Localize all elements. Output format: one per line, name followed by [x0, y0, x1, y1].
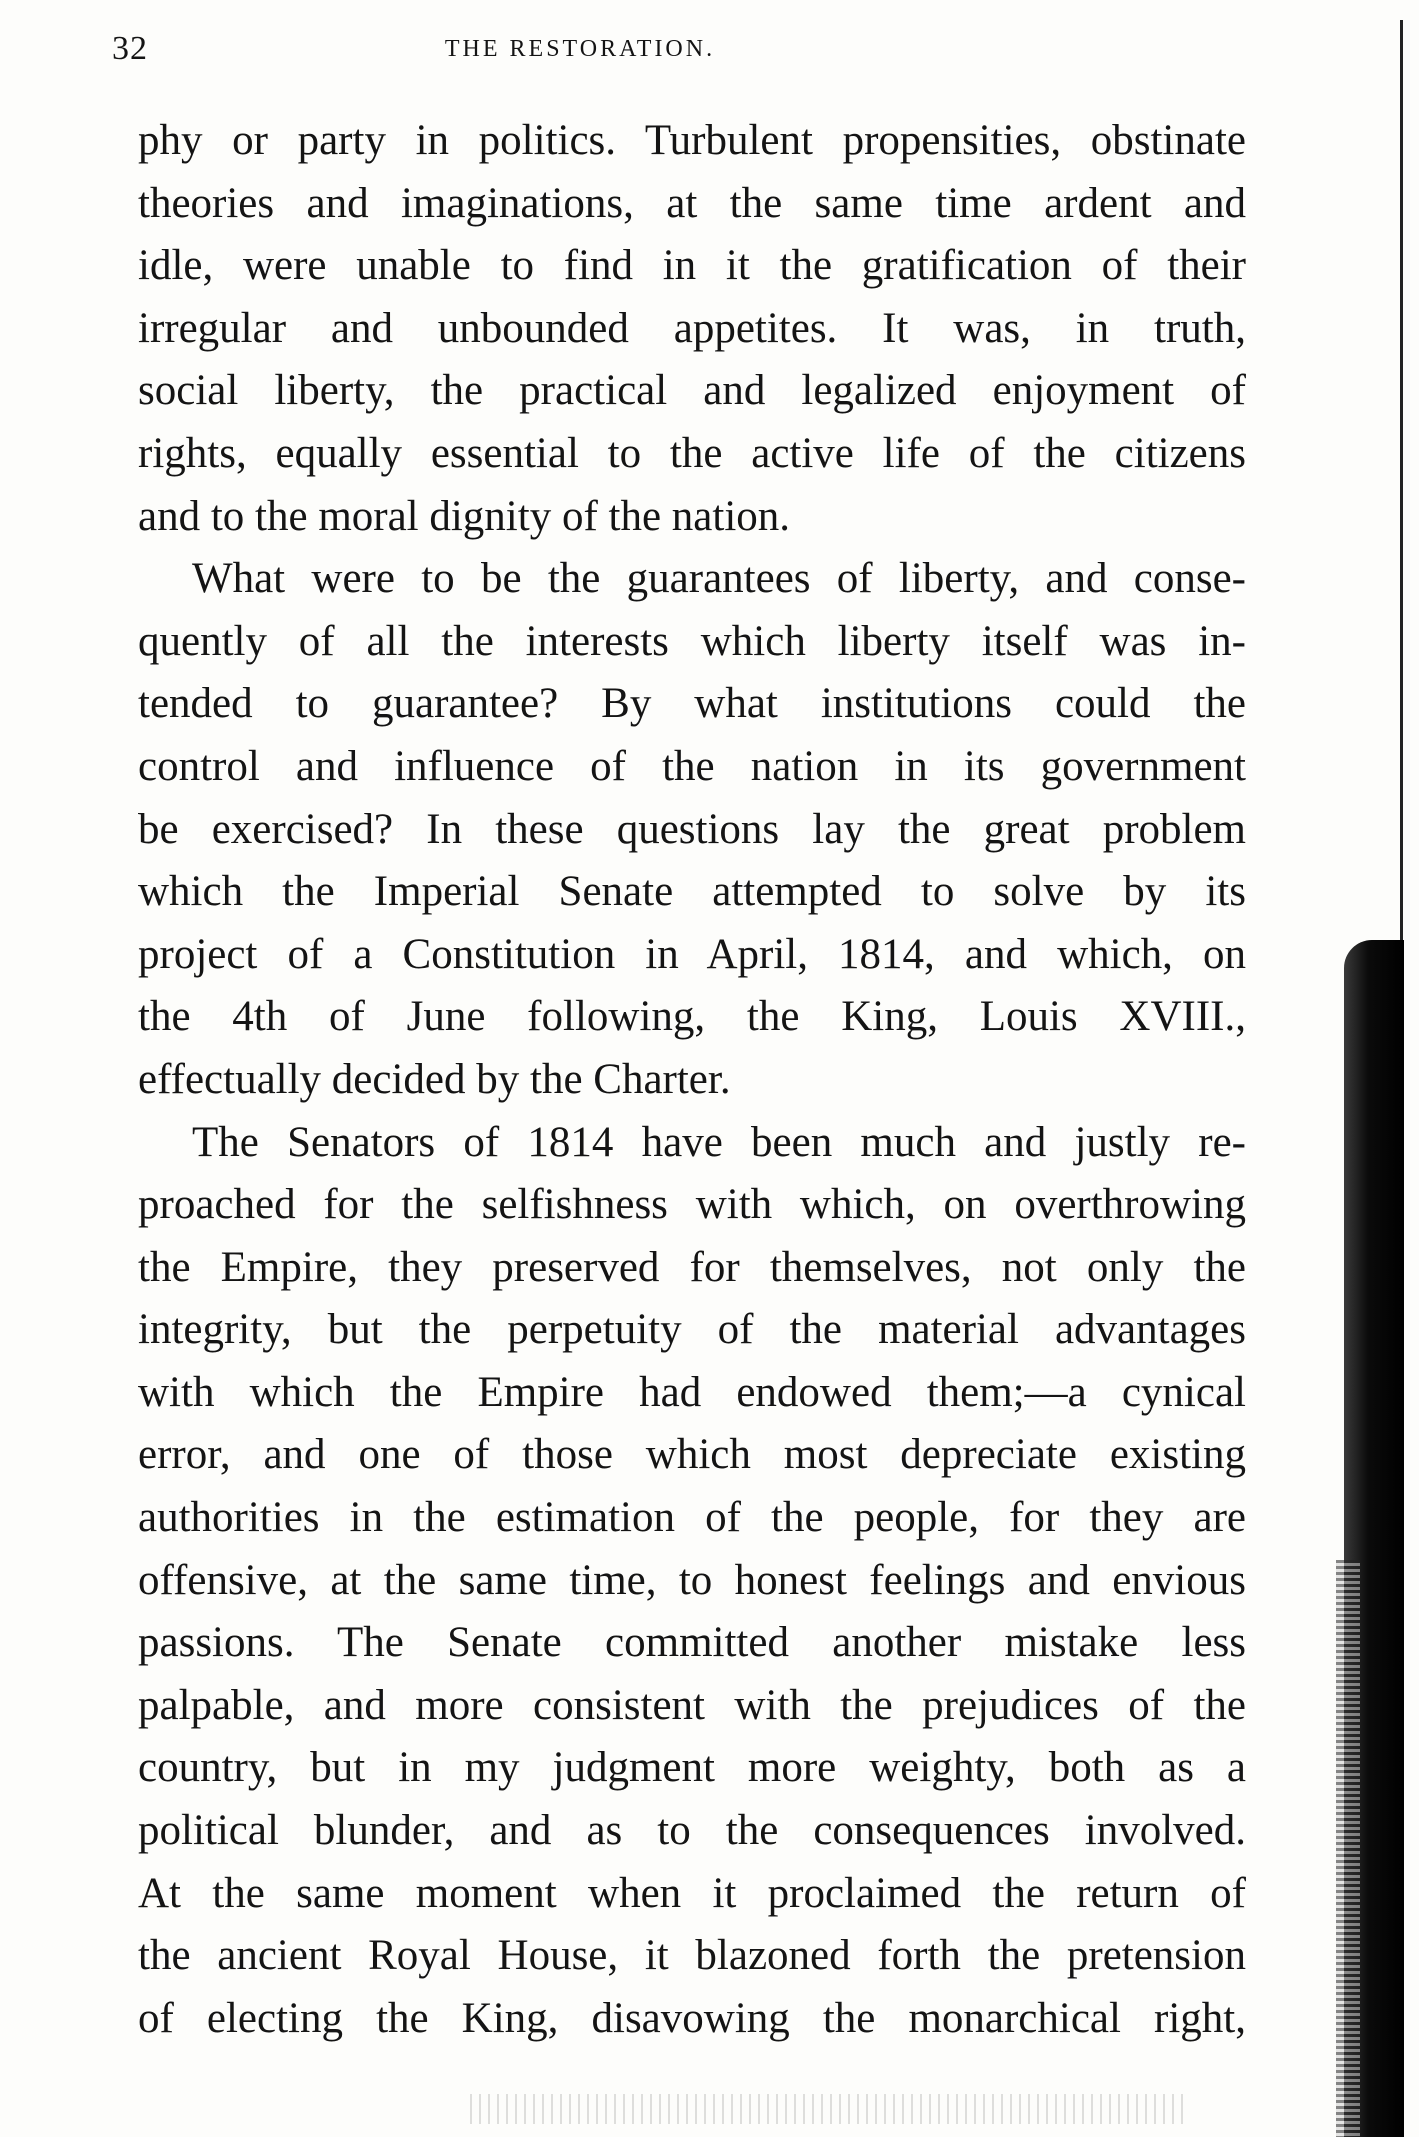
text-line: At the same moment when it proclaimed the return of [138, 1869, 1246, 1917]
text-line: country, but in my judgment more weighty, both as a [138, 1744, 1246, 1792]
text-line: be exercised? In these questions lay the great problem [138, 805, 1246, 853]
binding-texture [1336, 1560, 1360, 2137]
text-line: integrity, but the perpetuity of the material advantages [138, 1306, 1246, 1354]
text-line: theories and imaginations, at the same time ardent and [138, 179, 1246, 227]
binding-rule [1400, 20, 1403, 940]
text-line: and to the moral dignity of the nation. [138, 492, 791, 540]
text-line: the 4th of June following, the King, Louis XVIII., [138, 993, 1246, 1041]
text-line: control and influence of the nation in its government [138, 742, 1246, 790]
text-line: error, and one of those which most depreciate existing [138, 1431, 1246, 1479]
page-number: 32 [112, 30, 148, 67]
text-line: quently of all the interests which liberty itself was in- [138, 617, 1246, 665]
text-line: social liberty, the practical and legalized enjoyment of [138, 367, 1246, 415]
bleed-through-marks [470, 2094, 1190, 2124]
text-line: project of a Constitution in April, 1814, and which, on [138, 930, 1246, 978]
text-line: irregular and unbounded appetites. It was, in truth, [138, 304, 1246, 352]
running-title: THE RESTORATION. [444, 36, 716, 62]
text-line: effectually decided by the Charter. [138, 1055, 731, 1103]
text-line: idle, were unable to find in it the gratification of their [138, 242, 1246, 290]
text-line: which the Imperial Senate attempted to solve by its [138, 868, 1246, 916]
text-line: political blunder, and as to the consequences involved. [138, 1807, 1246, 1855]
text-line: proached for the selfishness with which, on overthrowing [138, 1181, 1246, 1229]
text-line: phy or party in politics. Turbulent propensities, obstinate [138, 117, 1246, 164]
text-line: the Empire, they preserved for themselves, not only the [138, 1243, 1246, 1291]
text-line: authorities in the estimation of the people, for they are [138, 1494, 1246, 1542]
text-line: with which the Empire had endowed them;—a cynical [138, 1368, 1246, 1416]
body-text [138, 110, 1246, 2050]
text-line: of electing the King, disavowing the monarchical right, [138, 1994, 1246, 2042]
text-line: the ancient Royal House, it blazoned forth the pretension [138, 1932, 1246, 1980]
text-line: offensive, at the same time, to honest feelings and envious [138, 1556, 1246, 1604]
paragraph-start-line: The Senators of 1814 have been much and justly re- [192, 1118, 1246, 1166]
text-line: palpable, and more consistent with the prejudices of the [138, 1681, 1246, 1729]
paragraph-start-line: What were to be the guarantees of liberty, and conse- [192, 555, 1246, 603]
text-line: rights, equally essential to the active life of the citizens [138, 429, 1246, 477]
text-line: tended to guarantee? By what institutions could the [138, 680, 1246, 728]
text-line: passions. The Senate committed another mistake less [138, 1619, 1246, 1667]
